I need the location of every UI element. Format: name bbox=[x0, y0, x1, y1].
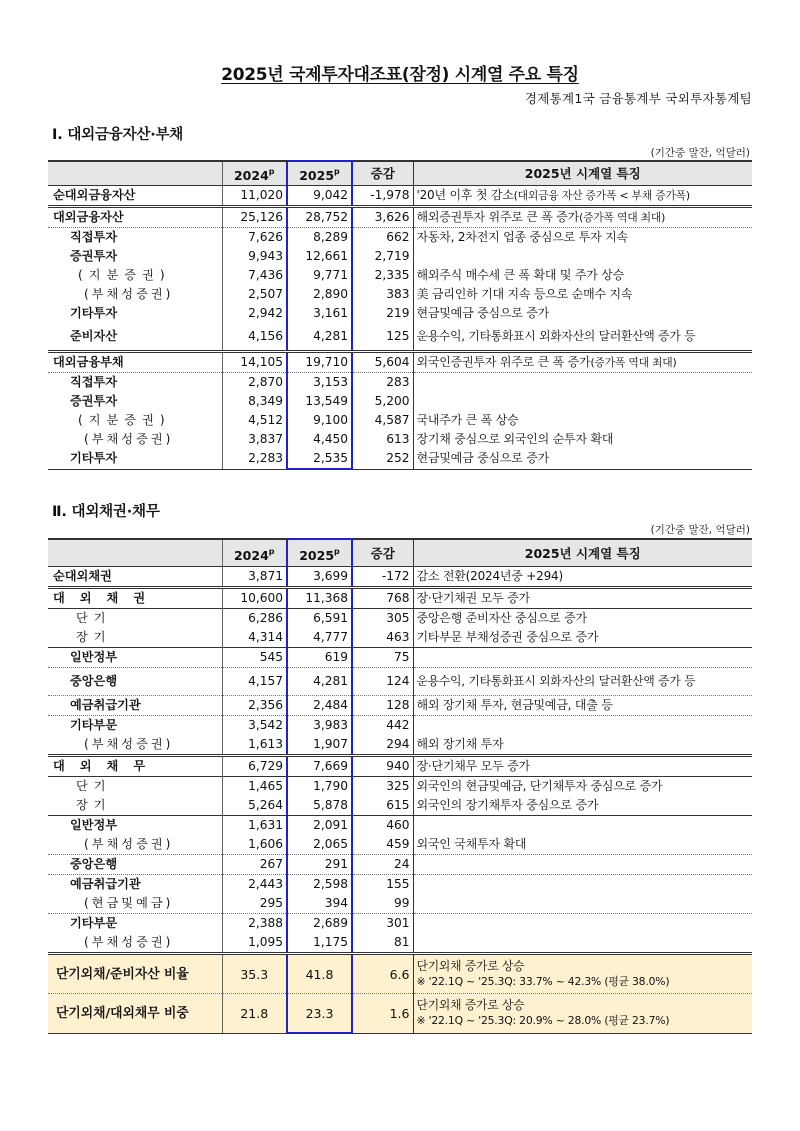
table-row bbox=[48, 285, 752, 304]
table-row bbox=[48, 430, 752, 449]
value-2024: 295 bbox=[222, 894, 287, 914]
value-2024: 267 bbox=[222, 855, 287, 875]
row-feature bbox=[413, 392, 752, 411]
row-feature: 감소 전환(2024년중 +294) bbox=[413, 567, 752, 588]
value-2025: 3,153 bbox=[287, 373, 352, 393]
value-2024: 2,283 bbox=[222, 449, 287, 469]
value-change: 5,604 bbox=[352, 352, 413, 373]
header-2025: 2025$^p$ bbox=[287, 539, 352, 567]
value-2025: 4,450 bbox=[287, 430, 352, 449]
value-2024: 7,436 bbox=[222, 266, 287, 285]
row-label: 장기 bbox=[76, 798, 112, 812]
row-feature bbox=[413, 816, 752, 836]
value-2025: 9,042 bbox=[287, 186, 352, 207]
department-label: 경제통계1국 금융통계부 국외투자통계팀 bbox=[524, 91, 752, 106]
row-feature: 장·단기채권 모두 증가 bbox=[413, 588, 752, 609]
value-2025: 11,368 bbox=[287, 588, 352, 609]
header-features: 2025년 시계열 특징 bbox=[413, 539, 752, 567]
row-label: 기타부문 bbox=[48, 716, 222, 736]
row-label: 단기외채/대외채무 비중 bbox=[48, 994, 222, 1034]
header-features: 2025년 시계열 특징 bbox=[413, 161, 752, 186]
value-change: 463 bbox=[352, 628, 413, 648]
value-2025: 2,065 bbox=[287, 835, 352, 855]
row-label: 중앙은행 bbox=[48, 855, 222, 875]
value-2025: 12,661 bbox=[287, 247, 352, 266]
value-2025: 41.8 bbox=[287, 954, 352, 994]
row-feature: 현금및예금 중심으로 증가 bbox=[413, 449, 752, 469]
value-2025: 619 bbox=[287, 648, 352, 668]
value-2024: 7,626 bbox=[222, 228, 287, 248]
ratio-row bbox=[48, 994, 752, 1034]
row-feature: 단기외채 증가로 상승 ※ '22.1Q ~ '25.3Q: 33.7% ~ 42.3% (평균 38.0%) bbox=[413, 954, 752, 994]
value-2025: 4,281 bbox=[287, 668, 352, 696]
value-change: 294 bbox=[352, 735, 413, 756]
value-2024: 6,729 bbox=[222, 756, 287, 777]
value-2024: 2,942 bbox=[222, 304, 287, 323]
table-row bbox=[48, 247, 752, 266]
value-2024: 4,314 bbox=[222, 628, 287, 648]
value-change: 75 bbox=[352, 648, 413, 668]
value-2024: 8,349 bbox=[222, 392, 287, 411]
table-row bbox=[48, 352, 752, 373]
row-label: 대외채무 bbox=[48, 756, 222, 777]
value-2024: 3,837 bbox=[222, 430, 287, 449]
ratio-row bbox=[48, 954, 752, 994]
row-feature: 외국인증권투자 위주로 큰 폭 증가(증가폭 역대 최대) bbox=[413, 352, 752, 373]
table-row bbox=[48, 228, 752, 248]
header-label bbox=[48, 539, 222, 567]
table-row bbox=[48, 933, 752, 954]
value-change: 283 bbox=[352, 373, 413, 393]
value-2024: 21.8 bbox=[222, 994, 287, 1034]
value-2024: 35.3 bbox=[222, 954, 287, 994]
document-title: 2025년 국제투자대조표(잠정) 시계열 주요 특징 bbox=[221, 65, 579, 85]
row-label: 일반정부 bbox=[48, 648, 222, 668]
header-label bbox=[48, 161, 222, 186]
row-feature: 기타부문 부채성증권 중심으로 증가 bbox=[413, 628, 752, 648]
value-change: -172 bbox=[352, 567, 413, 588]
value-2025: 13,549 bbox=[287, 392, 352, 411]
row-feature: 해외 장기채 투자 bbox=[413, 735, 752, 756]
value-2024: 5,264 bbox=[222, 796, 287, 816]
value-2024: 1,095 bbox=[222, 933, 287, 954]
value-2025: 5,878 bbox=[287, 796, 352, 816]
row-feature: 현금및예금 중심으로 증가 bbox=[413, 304, 752, 323]
value-2024: 3,871 bbox=[222, 567, 287, 588]
row-feature bbox=[413, 914, 752, 934]
row-feature: 장·단기채무 모두 증가 bbox=[413, 756, 752, 777]
value-2024: 9,943 bbox=[222, 247, 287, 266]
value-2025: 2,091 bbox=[287, 816, 352, 836]
value-2024: 1,465 bbox=[222, 777, 287, 797]
header-change: 증감 bbox=[352, 539, 413, 567]
value-change: 662 bbox=[352, 228, 413, 248]
row-label: 증권투자 bbox=[70, 249, 118, 263]
value-2024: 2,356 bbox=[222, 696, 287, 716]
value-change: 4,587 bbox=[352, 411, 413, 430]
value-2025: 9,771 bbox=[287, 266, 352, 285]
row-label: (지분증권) bbox=[78, 413, 171, 427]
value-2024: 3,542 bbox=[222, 716, 287, 736]
value-2024: 2,870 bbox=[222, 373, 287, 393]
value-change: 124 bbox=[352, 668, 413, 696]
value-2025: 8,289 bbox=[287, 228, 352, 248]
row-label: 단기 bbox=[48, 777, 222, 797]
section1-title: Ⅰ. 대외금융자산·부채 bbox=[52, 127, 184, 143]
value-2024: 11,020 bbox=[222, 186, 287, 207]
row-feature: 운용수익, 기타통화표시 외화자산의 달러환산액 증가 등 bbox=[413, 668, 752, 696]
row-label: 대외금융자산 bbox=[48, 207, 222, 228]
value-change: 2,335 bbox=[352, 266, 413, 285]
value-2025: 394 bbox=[287, 894, 352, 914]
value-change: 252 bbox=[352, 449, 413, 469]
value-2024: 2,388 bbox=[222, 914, 287, 934]
row-feature bbox=[413, 247, 752, 266]
table-row bbox=[48, 588, 752, 609]
row-label: (부채성증권) bbox=[84, 287, 174, 301]
value-2025: 1,790 bbox=[287, 777, 352, 797]
row-label: 장기 bbox=[76, 630, 112, 644]
row-feature: 해외주식 매수세 큰 폭 확대 및 주가 상승 bbox=[413, 266, 752, 285]
value-2025: 4,281 bbox=[287, 323, 352, 352]
value-2025: 28,752 bbox=[287, 207, 352, 228]
value-change: 442 bbox=[352, 716, 413, 736]
table-row bbox=[48, 914, 752, 934]
value-change: 99 bbox=[352, 894, 413, 914]
row-feature: 자동차, 2차전지 업종 중심으로 투자 지속 bbox=[413, 228, 752, 248]
value-change: 155 bbox=[352, 875, 413, 895]
table-row bbox=[48, 186, 752, 207]
value-2025: 3,161 bbox=[287, 304, 352, 323]
row-feature bbox=[413, 875, 752, 895]
table-header-row bbox=[48, 161, 752, 186]
table-row bbox=[48, 449, 752, 469]
row-label: 예금취급기관 bbox=[48, 875, 222, 895]
table-row bbox=[48, 777, 752, 797]
row-feature: 외국인의 장기채투자 중심으로 증가 bbox=[413, 796, 752, 816]
row-feature bbox=[413, 855, 752, 875]
row-label: 대외금융부채 bbox=[48, 352, 222, 373]
table-row bbox=[48, 796, 752, 816]
value-2024: 6,286 bbox=[222, 609, 287, 629]
section2-unit: (기간중 말잔, 억달러) bbox=[650, 524, 750, 536]
row-feature: 장기채 중심으로 외국인의 순투자 확대 bbox=[413, 430, 752, 449]
section1-unit: (기간중 말잔, 억달러) bbox=[650, 147, 750, 159]
row-label: (부채성증권) bbox=[84, 737, 174, 751]
value-change: 219 bbox=[352, 304, 413, 323]
row-label: 일반정부 bbox=[48, 816, 222, 836]
value-2024: 4,512 bbox=[222, 411, 287, 430]
row-label: (부채성증권) bbox=[84, 837, 174, 851]
header-change: 증감 bbox=[352, 161, 413, 186]
value-2025: 2,535 bbox=[287, 449, 352, 469]
section2-table bbox=[48, 538, 752, 1034]
table-row bbox=[48, 648, 752, 668]
row-feature bbox=[413, 373, 752, 393]
header-2024: 2024$^p$ bbox=[222, 161, 287, 186]
value-change: 125 bbox=[352, 323, 413, 352]
table-header-row bbox=[48, 539, 752, 567]
value-2024: 4,157 bbox=[222, 668, 287, 696]
row-feature bbox=[413, 894, 752, 914]
row-label: 증권투자 bbox=[70, 394, 118, 408]
value-2024: 2,507 bbox=[222, 285, 287, 304]
header-2024: 2024$^p$ bbox=[222, 539, 287, 567]
row-feature: 해외 장기채 투자, 현금및예금, 대출 등 bbox=[413, 696, 752, 716]
table-row bbox=[48, 609, 752, 629]
value-2025: 19,710 bbox=[287, 352, 352, 373]
table-row bbox=[48, 392, 752, 411]
value-2025: 1,907 bbox=[287, 735, 352, 756]
table-row bbox=[48, 756, 752, 777]
value-2025: 291 bbox=[287, 855, 352, 875]
value-2025: 3,699 bbox=[287, 567, 352, 588]
table-row bbox=[48, 411, 752, 430]
section2-title: Ⅱ. 대외채권·채무 bbox=[52, 504, 160, 520]
value-2025: 7,669 bbox=[287, 756, 352, 777]
value-2024: 1,613 bbox=[222, 735, 287, 756]
value-change: 81 bbox=[352, 933, 413, 954]
value-change: 768 bbox=[352, 588, 413, 609]
value-2025: 2,484 bbox=[287, 696, 352, 716]
table-row bbox=[48, 304, 752, 323]
row-label: 기타투자 bbox=[70, 306, 118, 320]
row-feature: 외국인의 현금및예금, 단기채투자 중심으로 증가 bbox=[413, 777, 752, 797]
value-2025: 2,890 bbox=[287, 285, 352, 304]
value-change: 459 bbox=[352, 835, 413, 855]
row-feature: 해외증권투자 위주로 큰 폭 증가(증가폭 역대 최대) bbox=[413, 207, 752, 228]
table-row bbox=[48, 668, 752, 696]
header-2025: 2025$^p$ bbox=[287, 161, 352, 186]
row-label: 준비자산 bbox=[70, 329, 118, 343]
value-2024: 2,443 bbox=[222, 875, 287, 895]
value-change: 6.6 bbox=[352, 954, 413, 994]
row-feature: 美 금리인하 기대 지속 등으로 순매수 지속 bbox=[413, 285, 752, 304]
table-row bbox=[48, 207, 752, 228]
row-label: (현금및예금) bbox=[84, 896, 174, 910]
row-label: 기타투자 bbox=[48, 449, 222, 469]
table-row bbox=[48, 373, 752, 393]
value-2024: 4,156 bbox=[222, 323, 287, 352]
row-label: (부채성증권) bbox=[84, 432, 174, 446]
value-change: 613 bbox=[352, 430, 413, 449]
value-2025: 1,175 bbox=[287, 933, 352, 954]
value-2025: 3,983 bbox=[287, 716, 352, 736]
value-2025: 6,591 bbox=[287, 609, 352, 629]
row-label: 직접투자 bbox=[48, 373, 222, 393]
table-row bbox=[48, 835, 752, 855]
row-label: 직접투자 bbox=[48, 228, 222, 248]
value-change: 301 bbox=[352, 914, 413, 934]
value-change: 305 bbox=[352, 609, 413, 629]
value-change: 3,626 bbox=[352, 207, 413, 228]
section1-table bbox=[48, 160, 752, 470]
value-2025: 2,598 bbox=[287, 875, 352, 895]
row-label: 순대외채권 bbox=[53, 569, 112, 583]
value-change: 5,200 bbox=[352, 392, 413, 411]
value-2025: 23.3 bbox=[287, 994, 352, 1034]
row-feature: '20년 이후 첫 감소(대외금융 자산 증가폭 < 부채 증가폭) bbox=[413, 186, 752, 207]
value-change: -1,978 bbox=[352, 186, 413, 207]
row-feature: 운용수익, 기타통화표시 외화자산의 달러환산액 증가 등 bbox=[413, 323, 752, 352]
row-feature bbox=[413, 648, 752, 668]
value-2025: 2,689 bbox=[287, 914, 352, 934]
value-change: 24 bbox=[352, 855, 413, 875]
value-2024: 10,600 bbox=[222, 588, 287, 609]
value-2025: 4,777 bbox=[287, 628, 352, 648]
row-feature: 단기외채 증가로 상승 ※ '22.1Q ~ '25.3Q: 20.9% ~ 28.0% (평균 23.7%) bbox=[413, 994, 752, 1034]
value-change: 1.6 bbox=[352, 994, 413, 1034]
value-2024: 1,606 bbox=[222, 835, 287, 855]
row-label: 예금취급기관 bbox=[48, 696, 222, 716]
row-feature bbox=[413, 716, 752, 736]
value-change: 383 bbox=[352, 285, 413, 304]
row-label: 기타부문 bbox=[48, 914, 222, 934]
row-label: 순대외금융자산 bbox=[53, 188, 136, 202]
value-change: 940 bbox=[352, 756, 413, 777]
table-row bbox=[48, 567, 752, 588]
row-label: 중앙은행 bbox=[48, 668, 222, 696]
row-feature bbox=[413, 933, 752, 954]
table-row bbox=[48, 875, 752, 895]
row-feature: 외국인 국채투자 확대 bbox=[413, 835, 752, 855]
row-label: 단기외채/준비자산 비율 bbox=[48, 954, 222, 994]
row-label: 대외채권 bbox=[48, 588, 222, 609]
row-label: (지분증권) bbox=[78, 268, 171, 282]
value-2024: 1,631 bbox=[222, 816, 287, 836]
value-2025: 9,100 bbox=[287, 411, 352, 430]
table-row bbox=[48, 855, 752, 875]
table-row bbox=[48, 735, 752, 756]
value-change: 2,719 bbox=[352, 247, 413, 266]
table-row bbox=[48, 628, 752, 648]
value-2024: 25,126 bbox=[222, 207, 287, 228]
value-change: 460 bbox=[352, 816, 413, 836]
value-change: 128 bbox=[352, 696, 413, 716]
value-change: 615 bbox=[352, 796, 413, 816]
value-2024: 545 bbox=[222, 648, 287, 668]
row-feature: 국내주가 큰 폭 상승 bbox=[413, 411, 752, 430]
value-2024: 14,105 bbox=[222, 352, 287, 373]
row-label: 단기 bbox=[48, 609, 222, 629]
table-row bbox=[48, 716, 752, 736]
value-change: 325 bbox=[352, 777, 413, 797]
table-row bbox=[48, 696, 752, 716]
row-label: (부채성증권) bbox=[84, 935, 174, 949]
table-row bbox=[48, 894, 752, 914]
row-feature: 중앙은행 준비자산 중심으로 증가 bbox=[413, 609, 752, 629]
table-row bbox=[48, 816, 752, 836]
table-row bbox=[48, 323, 752, 352]
table-row bbox=[48, 266, 752, 285]
